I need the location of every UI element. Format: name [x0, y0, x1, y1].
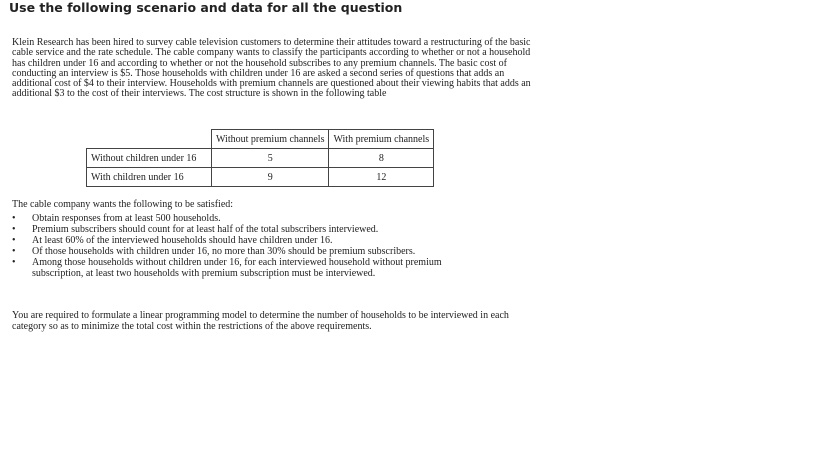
- table-row: [87, 149, 434, 168]
- bullet-icon: •: [12, 234, 16, 246]
- cost-cell: 5: [212, 149, 329, 168]
- requirement-text: Among those households without children under 16, for each interviewed household without premium subscription, at least two households with premium subscription must be interviewed.: [32, 256, 442, 279]
- table-row: [87, 168, 434, 187]
- requirement-text: Obtain responses from at least 500 households.: [32, 213, 221, 224]
- page-heading: Use the following scenario and data for all the question: [9, 0, 403, 15]
- cost-cell: 9: [212, 168, 329, 187]
- requirements-list: [12, 214, 492, 279]
- column-header-without-premium: Without premium channels: [212, 130, 329, 149]
- column-header-with-premium: With premium channels: [329, 130, 434, 149]
- bullet-icon: •: [12, 256, 16, 268]
- requirement-text: Of those households with children under 16, no more than 30% should be premium subscribers.: [32, 245, 416, 257]
- requirement-text: At least 60% of the interviewed households should have children under 16.: [32, 234, 333, 246]
- bullet-icon: •: [12, 223, 16, 235]
- cost-table-corner: [87, 130, 212, 149]
- bullet-icon: •: [12, 245, 16, 257]
- requirement-text: Premium subscribers should count for at least half of the total subscribers interviewed.: [32, 223, 379, 235]
- cost-table-header-row: [87, 130, 434, 149]
- cost-table: [86, 129, 434, 187]
- closing-paragraph: You are required to formulate a linear programming model to determine the number of households to be interviewed in each category so as to minimize the total cost within the restrictions of the above requirements.: [12, 310, 509, 332]
- scenario-document: [12, 38, 532, 100]
- list-item: [12, 258, 492, 280]
- bullet-icon: •: [12, 213, 16, 224]
- requirements-intro: The cable company wants the following to be satisfied:: [12, 199, 234, 210]
- cost-cell: 12: [329, 168, 434, 187]
- row-label-without-children: Without children under 16: [87, 149, 212, 168]
- row-label-with-children: With children under 16: [87, 168, 212, 187]
- cost-cell: 8: [329, 149, 434, 168]
- scenario-paragraph: Klein Research has been hired to survey cable television customers to determine their attitudes toward a restructuring of the basic cable service and the rate schedule. The cable company wants to classify the participants according to whether or not a household has children under 16 and according to whether or not the household subscribes to any premium channels. The basic cost of conducting an interview is $5. Those households with children under 16 are asked a second series of questions that adds an additional cost of $4 to their interview. Households with premium channels are questioned about their viewing habits that adds an additional $3 to the cost of their interviews. The cost structure is shown in the following table: [12, 37, 531, 100]
